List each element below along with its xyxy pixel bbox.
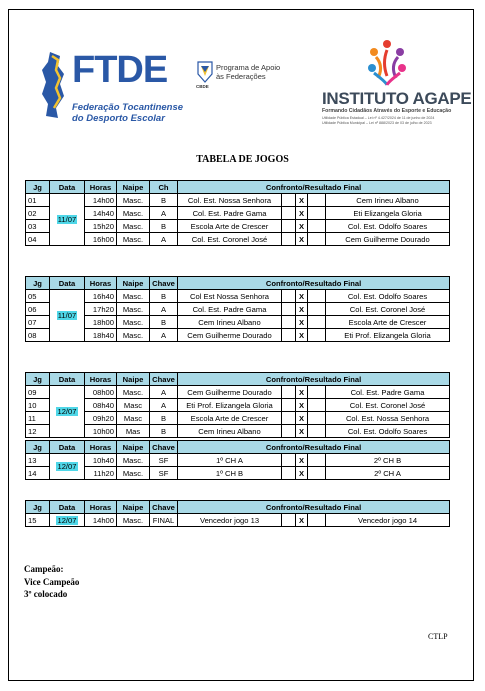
game-number: 01	[26, 194, 50, 207]
results-footer	[24, 563, 79, 601]
game-group: B	[150, 412, 178, 425]
game-category: Masc.	[117, 303, 150, 316]
game-number: 07	[26, 316, 50, 329]
column-header: Jg	[26, 277, 50, 290]
team-away: Eti Prof. Elizangela Gloria	[326, 329, 450, 342]
game-number: 15	[26, 514, 50, 527]
signature-initials: CTLP	[428, 632, 448, 641]
score-home	[282, 467, 296, 480]
column-header: Horas	[85, 501, 117, 514]
versus-mark: X	[296, 194, 308, 207]
cbde-label: CBDE	[196, 84, 209, 89]
score-home	[282, 454, 296, 467]
team-away: Col. Est. Odolfo Soares	[326, 220, 450, 233]
game-time: 14h40	[85, 207, 117, 220]
game-group: A	[150, 233, 178, 246]
column-header: Chave	[150, 277, 178, 290]
table-header-row	[26, 277, 450, 290]
table-row	[26, 386, 450, 399]
column-header: Confronto/Resultado Final	[178, 501, 450, 514]
game-group: FINAL	[150, 514, 178, 527]
table-row	[26, 220, 450, 233]
score-away	[308, 290, 326, 303]
game-date	[50, 454, 85, 480]
game-group: A	[150, 207, 178, 220]
team-home: Cem Irineu Albano	[178, 425, 282, 438]
team-away: Col. Est. Nossa Senhora	[326, 412, 450, 425]
game-time: 08h40	[85, 399, 117, 412]
tocantins-map-icon	[38, 50, 68, 120]
game-category: Masc	[117, 399, 150, 412]
page-title: TABELA DE JOGOS	[196, 154, 289, 165]
column-header: Horas	[85, 277, 117, 290]
versus-mark: X	[296, 467, 308, 480]
column-header: Naipe	[117, 277, 150, 290]
team-home: Escola Arte de Crescer	[178, 220, 282, 233]
game-category: Masc.	[117, 329, 150, 342]
table-row	[26, 233, 450, 246]
game-time: 18h40	[85, 329, 117, 342]
ftde-line1: Federação Tocantinense	[72, 102, 184, 113]
game-number: 14	[26, 467, 50, 480]
program-text	[216, 63, 280, 81]
agape-law1: Utilidade Pública Estadual – Lei nº 4.427/2024 de 11 de junho de 2024	[322, 116, 435, 120]
versus-mark: X	[296, 514, 308, 527]
schedule-table	[25, 276, 450, 342]
score-away	[308, 233, 326, 246]
program-logo	[196, 60, 286, 90]
versus-mark: X	[296, 303, 308, 316]
game-group: B	[150, 316, 178, 329]
team-home: Cem Guilherme Dourado	[178, 329, 282, 342]
table-row	[26, 425, 450, 438]
score-away	[308, 467, 326, 480]
score-home	[282, 220, 296, 233]
score-away	[308, 220, 326, 233]
column-header: Chave	[150, 441, 178, 454]
score-away	[308, 386, 326, 399]
table-row	[26, 514, 450, 527]
versus-mark: X	[296, 412, 308, 425]
game-number: 12	[26, 425, 50, 438]
column-header: Naipe	[117, 181, 150, 194]
team-away: Col. Est. Coronel José	[326, 303, 450, 316]
game-date-highlight: 12/07	[57, 407, 77, 416]
score-away	[308, 399, 326, 412]
column-header: Data	[50, 441, 85, 454]
game-category: Masc.	[117, 316, 150, 329]
column-header: Data	[50, 373, 85, 386]
column-header: Confronto/Resultado Final	[178, 373, 450, 386]
team-away: Cem Guilherme Dourado	[326, 233, 450, 246]
table-row	[26, 329, 450, 342]
versus-mark: X	[296, 386, 308, 399]
game-time: 15h20	[85, 220, 117, 233]
score-away	[308, 207, 326, 220]
team-away: Eti Elizangela Gloria	[326, 207, 450, 220]
score-home	[282, 207, 296, 220]
table-row	[26, 290, 450, 303]
team-home: Col. Est. Padre Gama	[178, 207, 282, 220]
agape-logo	[322, 38, 472, 133]
game-date	[50, 290, 85, 342]
table-header-row	[26, 441, 450, 454]
column-header: Jg	[26, 373, 50, 386]
team-home: Col. Est. Nossa Senhora	[178, 194, 282, 207]
table-header-row	[26, 181, 450, 194]
table-row	[26, 207, 450, 220]
team-home: Vencedor jogo 13	[178, 514, 282, 527]
column-header: Confronto/Resultado Final	[178, 181, 450, 194]
versus-mark: X	[296, 207, 308, 220]
cbde-emblem-icon	[196, 60, 214, 84]
score-home	[282, 399, 296, 412]
game-time: 09h20	[85, 412, 117, 425]
column-header: Naipe	[117, 373, 150, 386]
game-category: Masc	[117, 412, 150, 425]
column-header: Jg	[26, 181, 50, 194]
column-header: Horas	[85, 373, 117, 386]
team-away: Col. Est. Odolfo Soares	[326, 290, 450, 303]
table-row	[26, 412, 450, 425]
game-category: Masc.	[117, 467, 150, 480]
column-header: Data	[50, 181, 85, 194]
column-header: Data	[50, 501, 85, 514]
schedule-table	[25, 500, 450, 527]
column-header: Jg	[26, 501, 50, 514]
table-header-row	[26, 373, 450, 386]
score-home	[282, 412, 296, 425]
score-home	[282, 514, 296, 527]
game-time: 11h20	[85, 467, 117, 480]
game-number: 03	[26, 220, 50, 233]
table-row	[26, 454, 450, 467]
program-line2: às Federações	[216, 72, 266, 81]
team-home: Col Est Nossa Senhora	[178, 290, 282, 303]
game-group: A	[150, 303, 178, 316]
game-number: 02	[26, 207, 50, 220]
schedule-table	[25, 440, 450, 480]
team-away: Cem Irineu Albano	[326, 194, 450, 207]
table-row	[26, 399, 450, 412]
game-category: Masc.	[117, 386, 150, 399]
game-number: 10	[26, 399, 50, 412]
score-away	[308, 454, 326, 467]
column-header: Jg	[26, 441, 50, 454]
team-home: Col. Est. Coronel José	[178, 233, 282, 246]
team-home: 1º CH B	[178, 467, 282, 480]
ftde-line2: do Desporto Escolar	[72, 113, 165, 124]
table-header-row	[26, 501, 450, 514]
game-time: 14h00	[85, 514, 117, 527]
game-group: A	[150, 386, 178, 399]
column-header: Confronto/Resultado Final	[178, 277, 450, 290]
column-header: Ch	[150, 181, 178, 194]
game-category: Masc.	[117, 233, 150, 246]
team-away: 2º CH A	[326, 467, 450, 480]
game-date-highlight: 11/07	[57, 215, 77, 224]
versus-mark: X	[296, 329, 308, 342]
game-time: 16h00	[85, 233, 117, 246]
score-home	[282, 303, 296, 316]
versus-mark: X	[296, 220, 308, 233]
game-category: Masc.	[117, 220, 150, 233]
agape-name: INSTITUTO AGAPE	[322, 89, 472, 108]
versus-mark: X	[296, 316, 308, 329]
team-home: Cem Guilherme Dourado	[178, 386, 282, 399]
game-category: Masc.	[117, 290, 150, 303]
column-header: Chave	[150, 501, 178, 514]
table-row	[26, 303, 450, 316]
score-home	[282, 233, 296, 246]
column-header: Naipe	[117, 501, 150, 514]
score-away	[308, 412, 326, 425]
runner-up-label: Vice Campeão	[24, 576, 80, 587]
table-row	[26, 316, 450, 329]
game-date-highlight: 12/07	[57, 462, 77, 471]
versus-mark: X	[296, 454, 308, 467]
game-time: 14h00	[85, 194, 117, 207]
score-home	[282, 316, 296, 329]
third-place-label: 3º colocado	[24, 589, 68, 599]
team-away: 2º CH B	[326, 454, 450, 467]
game-group: B	[150, 194, 178, 207]
team-away: Escola Arte de Crescer	[326, 316, 450, 329]
score-home	[282, 290, 296, 303]
score-away	[308, 514, 326, 527]
agape-tagline: Formando Cidadãos Através do Esporte e Educação	[322, 108, 452, 114]
game-time: 10h00	[85, 425, 117, 438]
game-number: 13	[26, 454, 50, 467]
game-category: Masc.	[117, 454, 150, 467]
score-home	[282, 194, 296, 207]
game-group: B	[150, 220, 178, 233]
game-date	[50, 194, 85, 246]
score-home	[282, 329, 296, 342]
team-home: Cem Irineu Albano	[178, 316, 282, 329]
game-date-highlight: 12/07	[57, 515, 77, 525]
team-home: 1º CH A	[178, 454, 282, 467]
versus-mark: X	[296, 233, 308, 246]
game-time: 16h40	[85, 290, 117, 303]
schedule-table	[25, 180, 450, 246]
score-away	[308, 316, 326, 329]
game-group: SF	[150, 454, 178, 467]
versus-mark: X	[296, 290, 308, 303]
game-date	[50, 514, 85, 527]
game-date-highlight: 11/07	[57, 311, 77, 320]
team-away: Col. Est. Padre Gama	[326, 386, 450, 399]
game-time: 17h20	[85, 303, 117, 316]
versus-mark: X	[296, 425, 308, 438]
agape-law2: Utilidade Pública Municipal – Lei nº 888/2023 de 03 de julho de 2023	[322, 121, 432, 125]
column-header: Data	[50, 277, 85, 290]
score-home	[282, 425, 296, 438]
game-date	[50, 386, 85, 438]
schedule-table	[25, 372, 450, 438]
ftde-logo	[34, 42, 184, 132]
column-header: Horas	[85, 441, 117, 454]
score-home	[282, 386, 296, 399]
score-away	[308, 303, 326, 316]
game-time: 10h40	[85, 454, 117, 467]
team-away: Col. Est. Coronel José	[326, 399, 450, 412]
team-home: Eti Prof. Elizangela Gloria	[178, 399, 282, 412]
column-header: Naipe	[117, 441, 150, 454]
game-number: 06	[26, 303, 50, 316]
column-header: Horas	[85, 181, 117, 194]
column-header: Chave	[150, 373, 178, 386]
program-line1: Programa de Apoio	[216, 63, 281, 72]
game-group: A	[150, 399, 178, 412]
game-category: Masc.	[117, 194, 150, 207]
game-number: 08	[26, 329, 50, 342]
score-away	[308, 194, 326, 207]
team-home: Escola Arte de Crescer	[178, 412, 282, 425]
team-away: Col. Est. Odolfo Soares	[326, 425, 450, 438]
game-number: 05	[26, 290, 50, 303]
game-number: 04	[26, 233, 50, 246]
agape-people-icon	[362, 38, 412, 88]
game-category: Masc.	[117, 514, 150, 527]
game-category: Masc.	[117, 207, 150, 220]
column-header: Confronto/Resultado Final	[178, 441, 450, 454]
table-row	[26, 467, 450, 480]
score-away	[308, 425, 326, 438]
game-number: 11	[26, 412, 50, 425]
game-time: 18h00	[85, 316, 117, 329]
game-category: Mas	[117, 425, 150, 438]
table-row	[26, 194, 450, 207]
score-away	[308, 329, 326, 342]
game-group: SF	[150, 467, 178, 480]
champion-label: Campeão:	[24, 564, 64, 574]
game-number: 09	[26, 386, 50, 399]
game-time: 08h00	[85, 386, 117, 399]
team-home: Col. Est. Padre Gama	[178, 303, 282, 316]
team-away: Vencedor jogo 14	[326, 514, 450, 527]
versus-mark: X	[296, 399, 308, 412]
game-group: B	[150, 290, 178, 303]
game-group: B	[150, 425, 178, 438]
ftde-acronym: FTDE	[72, 49, 168, 91]
game-group: A	[150, 329, 178, 342]
